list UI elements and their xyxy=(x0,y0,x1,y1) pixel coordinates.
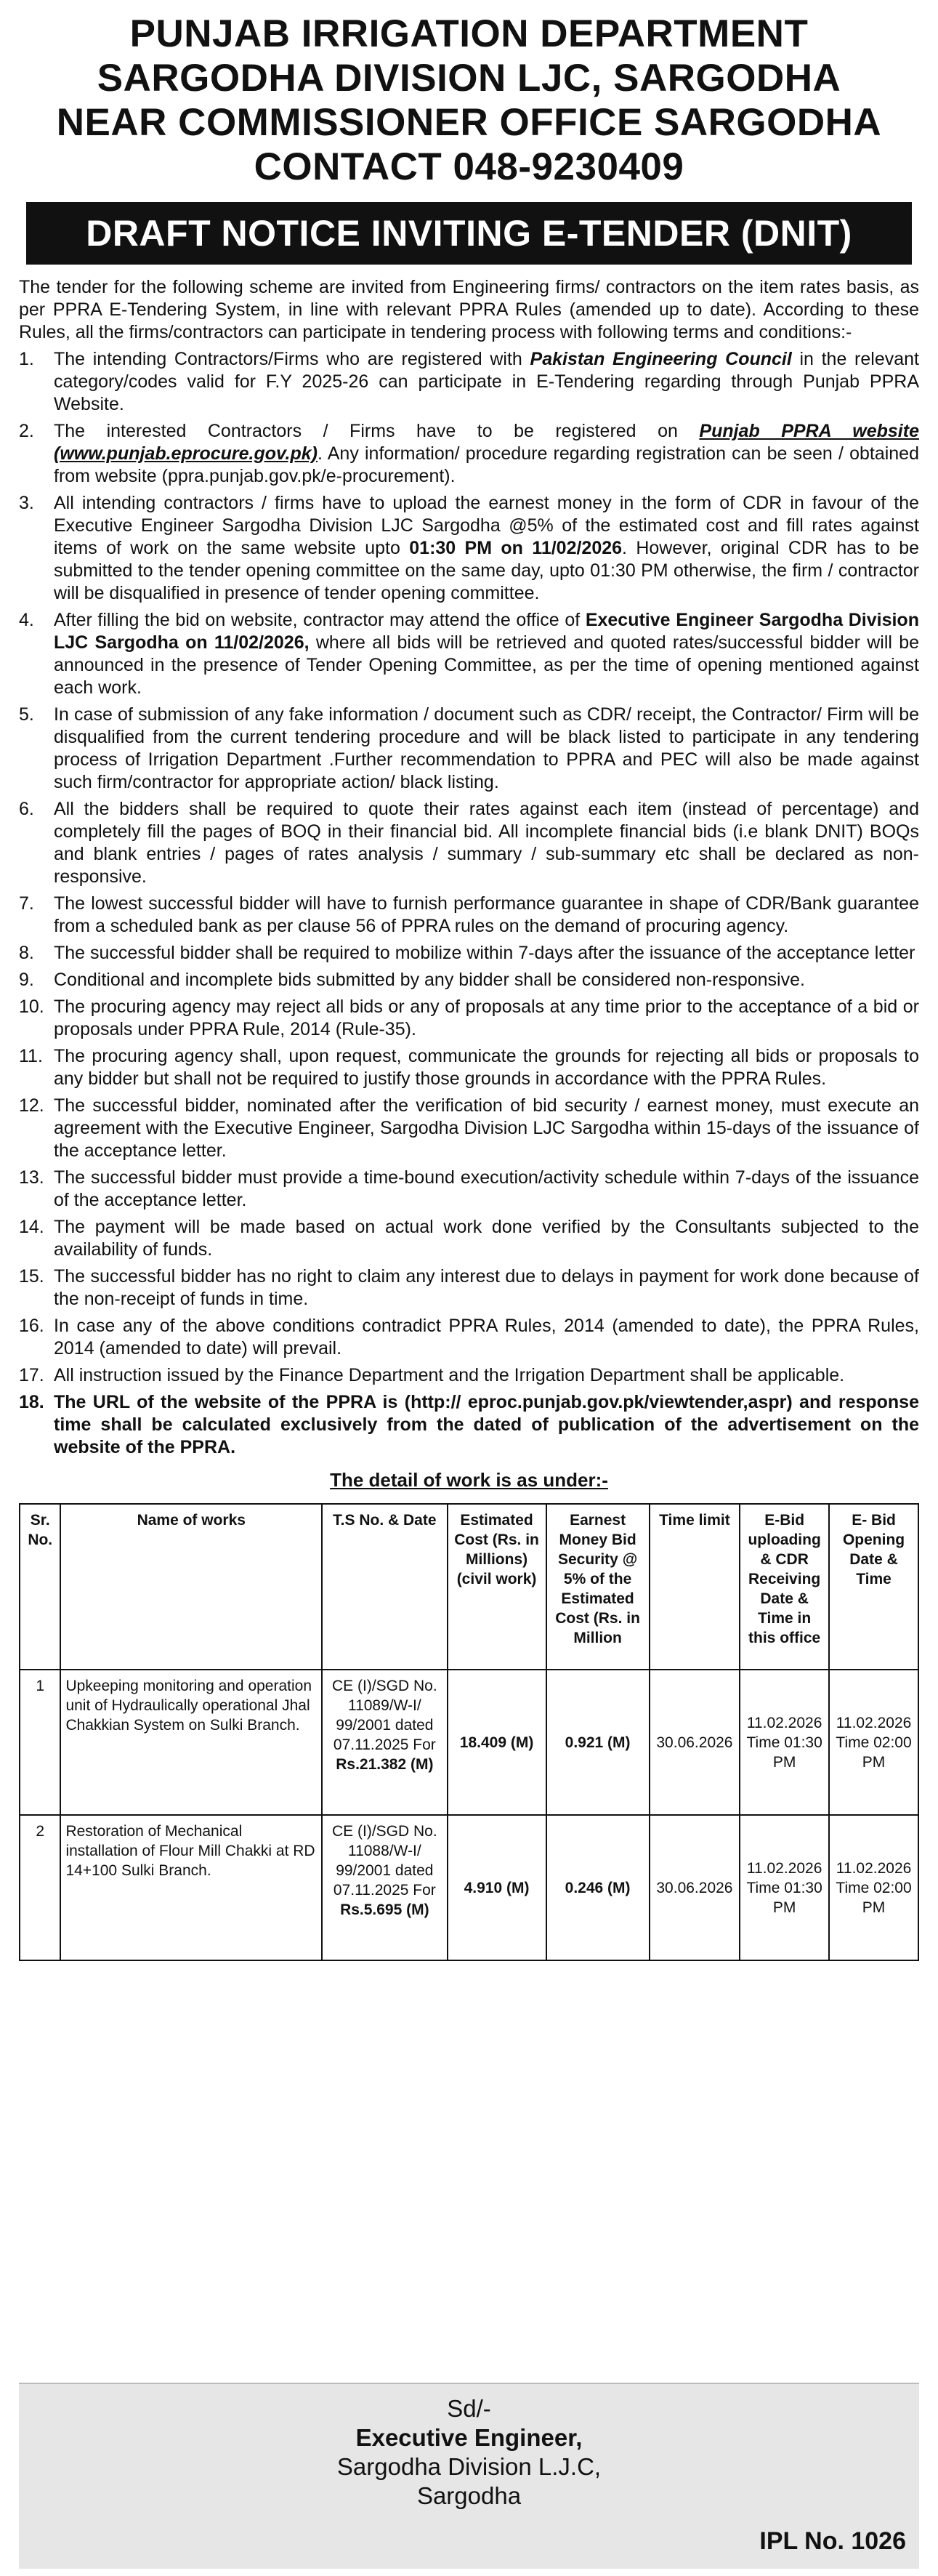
cell-upload: 11.02.2026 Time 01:30 PM xyxy=(740,1815,829,1960)
term-number: 1. xyxy=(19,349,34,369)
cell-opening: 11.02.2026 Time 02:00 PM xyxy=(829,1815,918,1960)
term-item xyxy=(19,942,919,965)
cell-ts xyxy=(322,1815,448,1960)
term-number: 7. xyxy=(19,893,34,914)
term-text: The procuring agency shall, upon request, communicate the grounds for rejecting all bids or proposals to any bidder but shall not be required to justify those grounds in accordance with the PPRA Rules. xyxy=(54,1046,919,1089)
term-number: 10. xyxy=(19,997,44,1017)
term-text-part: All intending contractors / firms have to upload the earnest money in the form of CDR in favour of the Executive Engineer Sargodha Division LJC Sargodha @5% of the estimated cost and fill rates against items of work on the same website upto xyxy=(54,493,919,558)
term-item xyxy=(19,1364,919,1387)
sd-mark: Sd/- xyxy=(447,2395,491,2422)
cell-cost: 18.409 (M) xyxy=(448,1670,546,1815)
cell-time-limit: 30.06.2026 xyxy=(650,1815,740,1960)
term-item xyxy=(19,893,919,938)
ipl-number: IPL No. 1026 xyxy=(759,2527,906,2555)
col-header-sr: Sr. No. xyxy=(20,1504,60,1670)
term-text: Conditional and incomplete bids submitted by any bidder shall be considered non-responsive. xyxy=(54,970,805,990)
notice-banner: DRAFT NOTICE INVITING E-TENDER (DNIT) xyxy=(26,202,912,265)
term-number: 11. xyxy=(19,1046,43,1066)
term-text-part: in the relevant category/codes valid for F.Y 2025-26 can participate in E-Tendering regarding through Punjab PPRA Website. xyxy=(54,349,919,414)
term-number: 15. xyxy=(19,1266,44,1287)
cell-sr: 2 xyxy=(20,1815,60,1960)
term-text-part: The intending Contractors/Firms who are registered with xyxy=(54,349,530,369)
term-text: All the bidders shall be required to quote their rates against each item (instead of percentage) and completely fill the pages of BOQ in their financial bid. All incomplete financial bids (i.e blank DNIT) BOQs and blank entries / pages of rates analysis / summary / sub-summary etc shall be declared as non-responsive. xyxy=(54,799,919,887)
term-item xyxy=(19,1315,919,1360)
address-line: NEAR COMMISSIONER OFFICE SARGODHA xyxy=(56,101,882,144)
col-header-time: Time limit xyxy=(650,1504,740,1670)
term-text: In case any of the above conditions contradict PPRA Rules, 2014 (amended to date), the PPRA Rules, 2014 (amended to date) will prevail. xyxy=(54,1316,919,1359)
term-item xyxy=(19,348,919,416)
term-item xyxy=(19,1265,919,1311)
office-emphasis: Executive Engineer Sargodha Division LJC Sargodha on 11/02/2026, xyxy=(54,610,919,653)
term-number: 2. xyxy=(19,421,34,441)
term-item xyxy=(19,492,919,605)
term-item xyxy=(19,1095,919,1162)
term-item xyxy=(19,704,919,794)
term-number: 16. xyxy=(19,1316,44,1336)
ts-details: CE (I)/SGD No. 11089/W-I/ 99/2001 dated 07.11.2025 For xyxy=(332,1678,437,1753)
term-text-part: . However, original CDR has to be submitted to the tender opening committee on the same day, upto 01:30 PM otherwise, the firm / contractor will be disqualified in presence of tender opening committee. xyxy=(54,538,920,603)
term-text xyxy=(54,348,919,416)
signatory-office: Sargodha Division L.J.C, xyxy=(336,2453,602,2480)
term-text: The successful bidder must provide a time-bound execution/activity schedule within 7-days of the issuance of the acceptance letter. xyxy=(54,1167,919,1210)
ts-amount: Rs.5.695 (M) xyxy=(340,1901,429,1918)
term-text: The successful bidder shall be required to mobilize within 7-days after the issuance of the acceptance letter xyxy=(54,943,915,963)
term-item xyxy=(19,609,919,699)
term-item xyxy=(19,996,919,1041)
term-item xyxy=(19,798,919,888)
terms-list xyxy=(19,348,919,1459)
cell-upload: 11.02.2026 Time 01:30 PM xyxy=(740,1670,829,1815)
notice-body xyxy=(19,276,919,1961)
table-row xyxy=(20,1670,918,1815)
term-text: The procuring agency may reject all bids or any of proposals at any time prior to the acceptance of a bid or proposals under PPRA Rule, 2014 (Rule-35). xyxy=(54,997,919,1039)
pec-emphasis: Pakistan Engineering Council xyxy=(530,349,792,369)
signatory-city: Sargodha xyxy=(416,2482,522,2509)
term-number: 18. xyxy=(19,1392,44,1412)
col-header-upload: E-Bid uploading & CDR Receiving Date & Time in this office xyxy=(740,1504,829,1670)
term-text: The successful bidder has no right to claim any interest due to delays in payment for work done because of the non-receipt of funds in time. xyxy=(54,1266,919,1309)
term-text-part: . Any information/ procedure regarding registration can be seen / obtained from website (ppra.punjab.gov.pk/e-procurement). xyxy=(54,443,919,486)
term-number: 4. xyxy=(19,610,34,630)
notice-header xyxy=(19,0,919,189)
term-text xyxy=(54,609,919,699)
term-item xyxy=(19,1167,919,1212)
term-text xyxy=(54,420,919,488)
intro-paragraph: The tender for the following scheme are invited from Engineering firms/ contractors on the item rates basis, as per PPRA E-Tendering System, in line with relevant PPRA Rules (amended up to date). According to these Rules, all the firms/contractors can participate in tendering process with following terms and conditions:- xyxy=(19,277,919,342)
cell-cost: 4.910 (M) xyxy=(448,1815,546,1960)
term-number: 6. xyxy=(19,799,34,819)
cell-opening: 11.02.2026 Time 02:00 PM xyxy=(829,1670,918,1815)
cell-time-limit: 30.06.2026 xyxy=(650,1670,740,1815)
signature-block xyxy=(19,2394,919,2511)
term-text: The payment will be made based on actual work done verified by the Consultants subjected to the availability of funds. xyxy=(54,1217,919,1260)
col-header-opening: E- Bid Opening Date & Time xyxy=(829,1504,918,1670)
cell-sr: 1 xyxy=(20,1670,60,1815)
term-text: The successful bidder, nominated after the verification of bid security / earnest money, must execute an agreement with the Executive Engineer, Sargodha Division LJC Sargodha within 15-days of the issuance of the acceptance letter. xyxy=(54,1095,919,1161)
term-number: 3. xyxy=(19,493,34,513)
cell-work-name: Restoration of Mechanical installation of Flour Mill Chakki at RD 14+100 Sulki Branch. xyxy=(60,1815,322,1960)
term-text-part: where all bids will be retrieved and quoted rates/successful bidder will be announced in the presence of Tender Opening Committee, as per the time of opening mentioned against each work. xyxy=(54,632,920,698)
term-number: 14. xyxy=(19,1217,44,1237)
term-number: 12. xyxy=(19,1095,44,1116)
term-item xyxy=(19,969,919,991)
term-text-part: After filling the bid on website, contractor may attend the office of xyxy=(54,610,586,630)
term-text-ppra-url: The URL of the website of the PPRA is (http:// eproc.punjab.gov.pk/viewtender,aspr) and response time shall be calculated exclusively from the dated of publication of the advertisement on the website of the PPRA. xyxy=(54,1392,919,1457)
division-title: SARGODHA DIVISION LJC, SARGODHA xyxy=(97,57,841,100)
cell-work-name: Upkeeping monitoring and operation unit of Hydraulically operational Jhal Chakkian System on Sulki Branch. xyxy=(60,1670,322,1815)
cell-earnest: 0.246 (M) xyxy=(546,1815,650,1960)
col-header-earnest: Earnest Money Bid Security @ 5% of the Estimated Cost (Rs. in Million xyxy=(546,1504,650,1670)
term-number: 9. xyxy=(19,970,34,990)
table-header-row xyxy=(20,1504,918,1670)
col-header-name: Name of works xyxy=(60,1504,322,1670)
term-number: 13. xyxy=(19,1167,44,1188)
term-number: 8. xyxy=(19,943,34,963)
ppra-website-link[interactable]: Punjab PPRA website (www.punjab.eprocure.gov.pk) xyxy=(54,421,919,464)
signatory-title: Executive Engineer, xyxy=(355,2424,583,2451)
deadline-emphasis: 01:30 PM on 11/02/2026 xyxy=(409,538,623,558)
cell-earnest: 0.921 (M) xyxy=(546,1670,650,1815)
term-item xyxy=(19,1216,919,1261)
works-table xyxy=(19,1503,919,1961)
term-item xyxy=(19,1391,919,1459)
term-item xyxy=(19,420,919,488)
term-text xyxy=(54,492,919,605)
ts-amount: Rs.21.382 (M) xyxy=(336,1756,434,1773)
term-item xyxy=(19,1045,919,1090)
work-detail-heading: The detail of work is as under:- xyxy=(330,1469,608,1491)
cell-ts xyxy=(322,1670,448,1815)
signature-footer xyxy=(19,2383,919,2569)
term-text-part: The interested Contractors / Firms have to be registered on xyxy=(54,421,700,441)
col-header-cost: Estimated Cost (Rs. in Millions) (civil work) xyxy=(448,1504,546,1670)
department-title: PUNJAB IRRIGATION DEPARTMENT xyxy=(129,12,809,55)
term-number: 17. xyxy=(19,1365,44,1385)
term-text: In case of submission of any fake information / document such as CDR/ receipt, the Contractor/ Firm will be disqualified from the current tendering procedure and will be black listed to participate in any tendering process of Irrigation Department .Further recommendation to PPRA and PEC will also be made against such firm/contractor for appropriate action/ black listing. xyxy=(54,704,919,792)
term-text: The lowest successful bidder will have to furnish performance guarantee in shape of CDR/Bank guarantee from a scheduled bank as per clause 56 of PPRA rules on the demand of procuring agency. xyxy=(54,893,919,936)
term-number: 5. xyxy=(19,704,34,725)
col-header-ts: T.S No. & Date xyxy=(322,1504,448,1670)
table-row xyxy=(20,1815,918,1960)
ts-details: CE (I)/SGD No. 11088/W-I/ 99/2001 dated 07.11.2025 For xyxy=(332,1823,437,1899)
term-text: All instruction issued by the Finance Department and the Irrigation Department shall be applicable. xyxy=(54,1365,845,1385)
contact-line: CONTACT 048-9230409 xyxy=(254,145,684,188)
